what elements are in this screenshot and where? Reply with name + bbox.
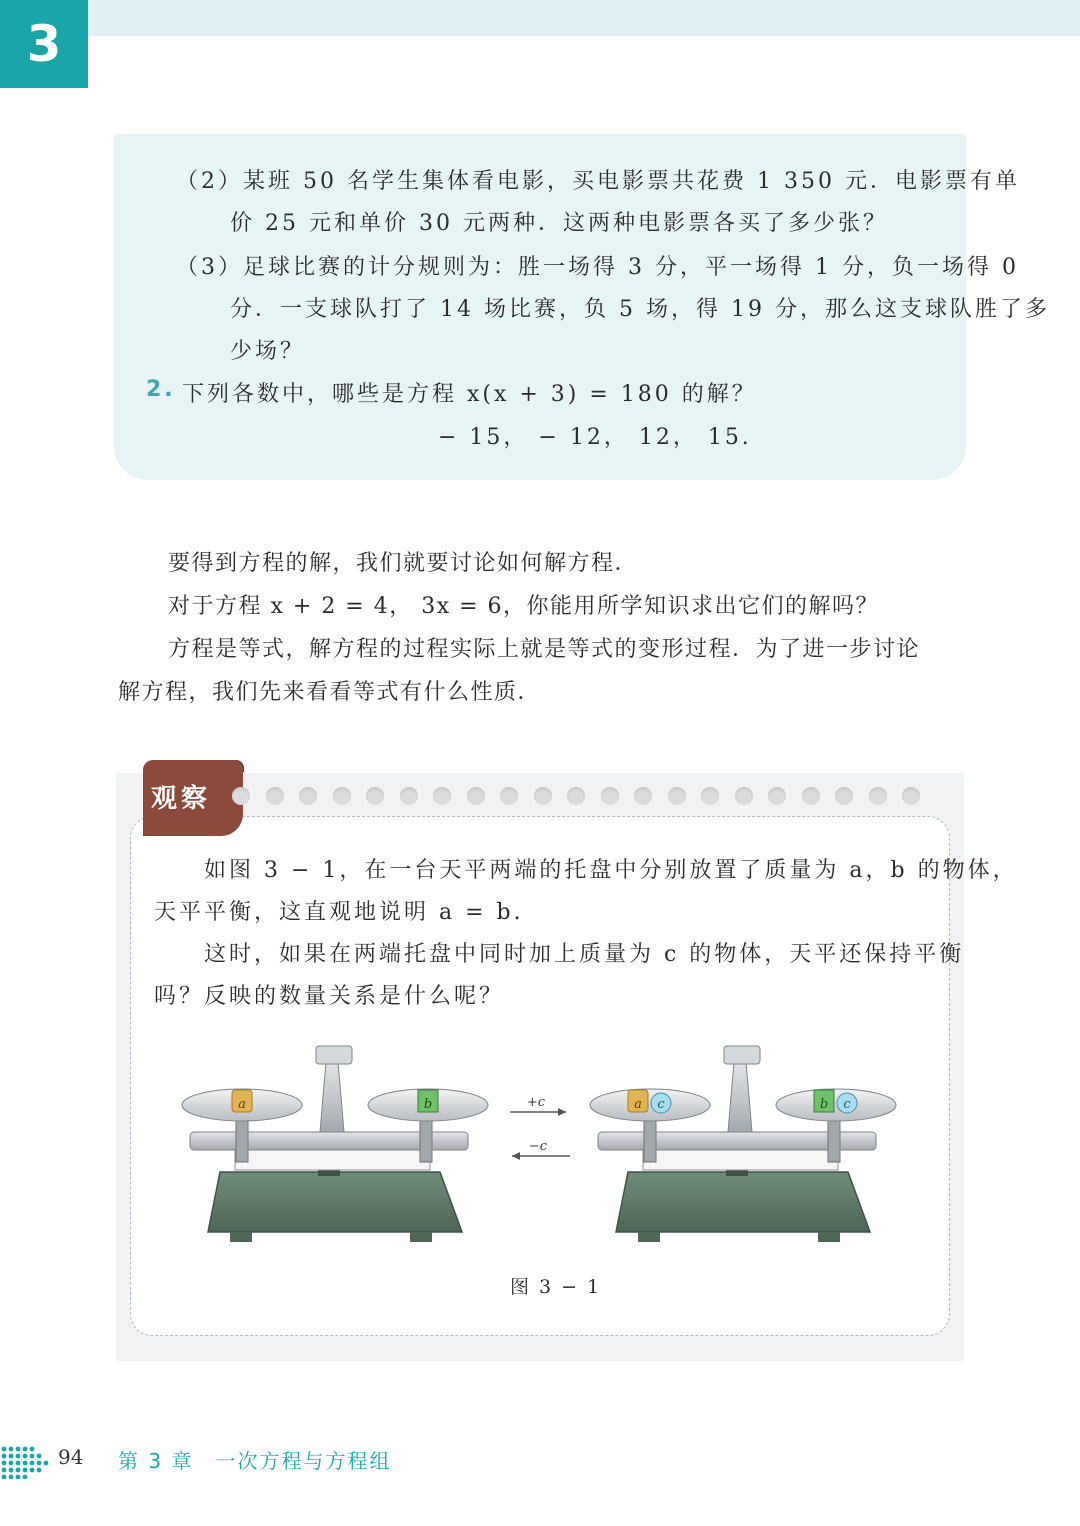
page-number: 94 [58,1445,84,1469]
transform-arrows [510,1095,570,1160]
scale-ruler [235,1150,430,1170]
scale-foot [410,1232,432,1242]
observe-paragraph-2-line-2: 吗？反映的数量关系是什么呢？ [154,984,505,1009]
exercise-1-2-line-1: （2）某班 50 名学生集体看电影，买电影票共花费 1 350 元．电影票有单 [176,169,1020,194]
observe-paragraph-1-line-2: 天平平衡，这直观地说明 a = b. [154,900,524,925]
exercise-2-number: 2. [146,377,176,402]
arrow-back-label: −c [528,1139,548,1154]
body-paragraph-3-line-1: 方程是等式，解方程的过程实际上就是等式的变形过程．为了进一步讨论 [168,637,921,662]
body-paragraph-3-line-2: 解方程，我们先来看看等式有什么性质． [118,680,542,705]
figure-caption: 图 3 − 1 [510,1276,602,1298]
footer-chapter-title: 第 3 章 一次方程与方程组 [118,1449,392,1473]
exercise-1-3-line-1: （3）足球比赛的计分规则为：胜一场得 3 分，平一场得 1 分，负一场得 0 [176,255,1019,280]
scale-base [616,1172,870,1232]
exercise-2-values: − 15， − 12， 12， 15. [438,425,752,450]
arrow-forward-label: +c [526,1095,546,1110]
chapter-number-tab: 3 [0,0,88,88]
exercise-1-2-line-2: 价 25 元和单价 30 元两种．这两种电影票各买了多少张？ [230,211,888,236]
exercise-1-3-line-3: 少场？ [230,339,306,364]
object-b-label: b [423,1097,433,1112]
object-c-label: c [843,1097,851,1112]
scale-pillar [320,1062,344,1132]
exercise-2-text: 下列各数中，哪些是方程 x(x + 3) = 180 的解？ [182,382,757,407]
scale-foot [818,1232,840,1242]
scale-pillar [728,1062,752,1132]
object-a-label: a [634,1097,642,1112]
object-b-label: b [819,1097,829,1112]
scale-dial [316,1046,352,1064]
pan-stem [828,1120,840,1162]
body-paragraph-2: 对于方程 x + 2 = 4， 3x = 6，你能用所学知识求出它们的解吗？ [168,594,880,619]
object-a-label: a [238,1097,246,1112]
pan-stem [644,1120,656,1162]
observe-paragraph-2-line-1: 这时，如果在两端托盘中同时加上质量为 c 的物体，天平还保持平衡 [204,942,965,967]
pan-stem [236,1120,248,1162]
observe-label: 观察 [151,784,212,814]
scale-foot [638,1232,660,1242]
balance-scale-right [590,1046,896,1242]
right-pan [776,1089,896,1121]
scale-foot [230,1232,252,1242]
scale-dial [724,1046,760,1064]
body-paragraph-1: 要得到方程的解，我们就要讨论如何解方程． [168,551,639,576]
exercise-1-3-line-2: 分．一支球队打了 14 场比赛，负 5 场，得 19 分，那么这支球队胜了多 [230,297,1050,322]
scale-base [208,1172,462,1232]
balance-scale-left [182,1046,488,1242]
observe-paragraph-1-line-1: 如图 3 − 1，在一台天平两端的托盘中分别放置了质量为 a，b 的物体， [204,858,1018,883]
left-pan [590,1089,710,1121]
object-c-label: c [657,1097,665,1112]
arrow-back-head [512,1152,520,1160]
scale-ruler [643,1150,838,1170]
arrow-forward-head [558,1108,566,1116]
footer-dots-icon [0,1443,52,1479]
pan-stem [420,1120,432,1162]
